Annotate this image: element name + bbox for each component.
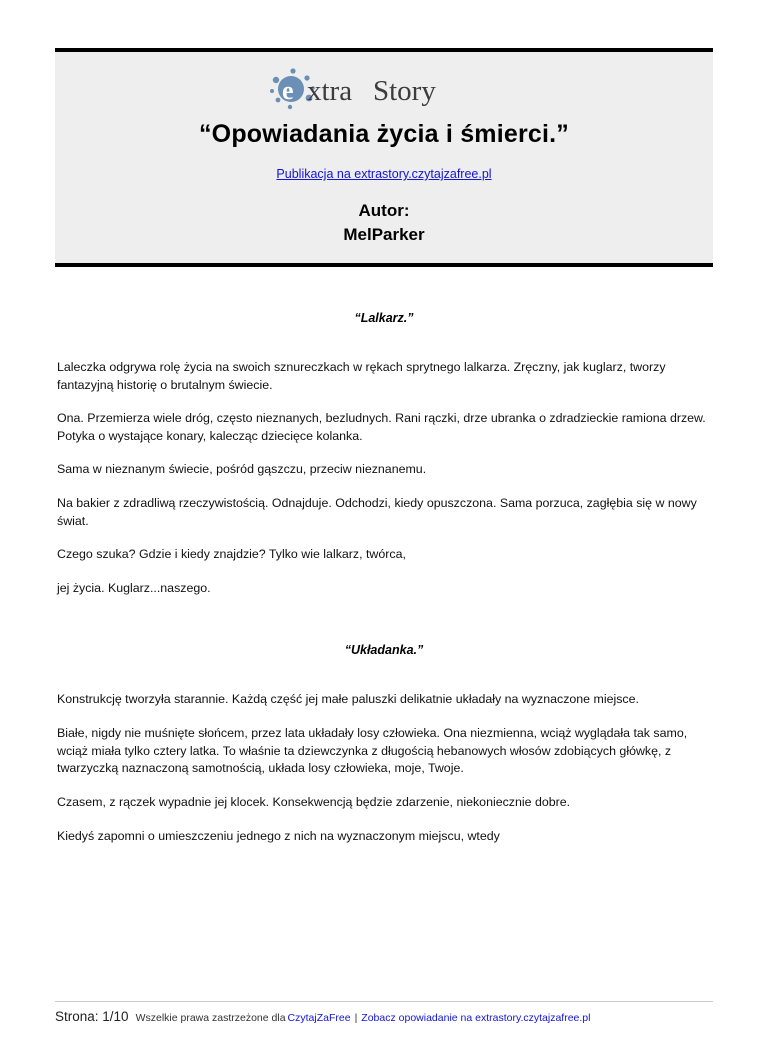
document-body bbox=[55, 311, 713, 845]
page-title: “Opowiadania życia i śmierci.” bbox=[198, 120, 570, 148]
section-heading-ukladanka: “Układanka.” bbox=[344, 643, 424, 658]
svg-text:e: e bbox=[282, 76, 294, 105]
extra-story-logo bbox=[55, 66, 713, 112]
publication-link[interactable]: Publikacja na extrastory.czytajzafree.pl bbox=[276, 167, 492, 181]
paragraph: Białe, nigdy nie muśnięte słońcem, przez lata układały losy człowieka. Ona niezmienna, wciąż wyglądała tak samo, wciąż miała tylko cztery latka. To właśnie ta dziewczynka z długością hebanowych włosów zdobiących główkę, z twarzyczką naznaczoną samotnością, układa losy człowieka, moje, Twoje. bbox=[57, 726, 688, 776]
page-footer bbox=[55, 1001, 713, 1024]
svg-text:Story: Story bbox=[373, 75, 436, 107]
section-heading-lalkarz: “Lalkarz.” bbox=[354, 311, 414, 325]
story-link[interactable]: Zobacz opowiadanie na extrastory.czytajzafree.pl bbox=[361, 1012, 591, 1024]
copyright-text: Wszelkie prawa zastrzeżone dla bbox=[135, 1012, 286, 1024]
author-name: MelParker bbox=[343, 225, 425, 244]
paragraph: Konstrukcję tworzyła starannie. Każdą część jej małe paluszki delikatnie układały na wyznaczone miejsce. bbox=[57, 692, 639, 707]
paragraph: Czasem, z rączek wypadnie jej klocek. Konsekwencją będzie zdarzenie, niekoniecznie dobre. bbox=[57, 794, 571, 809]
logo-icon bbox=[269, 67, 499, 111]
document-header bbox=[55, 48, 713, 267]
paragraph: Na bakier z zdradliwą rzeczywistością. Odnajduje. Odchodzi, kiedy opuszczona. Sama porzuca, zagłębia się w nowy świat. bbox=[57, 496, 697, 528]
page-number: Strona: 1/10 bbox=[55, 1009, 129, 1024]
paragraph: Kiedyś zapomni o umieszczeniu jednego z nich na wyznaczonym miejscu, wtedy bbox=[57, 828, 500, 843]
paragraph: Ona. Przemierza wiele dróg, często nieznanych, bezludnych. Rani rączki, drze ubranka o zdradzieckie ramiona drzew. Potyka o wystające konary, kalecząc dziecięce kolanka. bbox=[57, 411, 706, 443]
paragraph: Laleczka odgrywa rolę życia na swoich sznureczkach w rękach sprytnego lalkarza. Zręczny, jak kuglarz, tworzy fantazyjną historię o brutalnym świecie. bbox=[57, 360, 666, 392]
document-page bbox=[0, 48, 768, 1042]
footer-separator: | bbox=[354, 1012, 358, 1024]
paragraph: Czego szuka? Gdzie i kiedy znajdzie? Tylko wie lalkarz, twórca, bbox=[57, 547, 406, 562]
paragraph: Sama w nieznanym świecie, pośród gąszczu, przeciw nieznanemu. bbox=[57, 462, 427, 477]
svg-text:xtra: xtra bbox=[307, 75, 353, 107]
brand-link[interactable]: CzytajZaFree bbox=[287, 1012, 351, 1024]
paragraph: jej życia. Kuglarz...naszego. bbox=[57, 580, 211, 595]
author-label: Autor: bbox=[358, 201, 410, 220]
